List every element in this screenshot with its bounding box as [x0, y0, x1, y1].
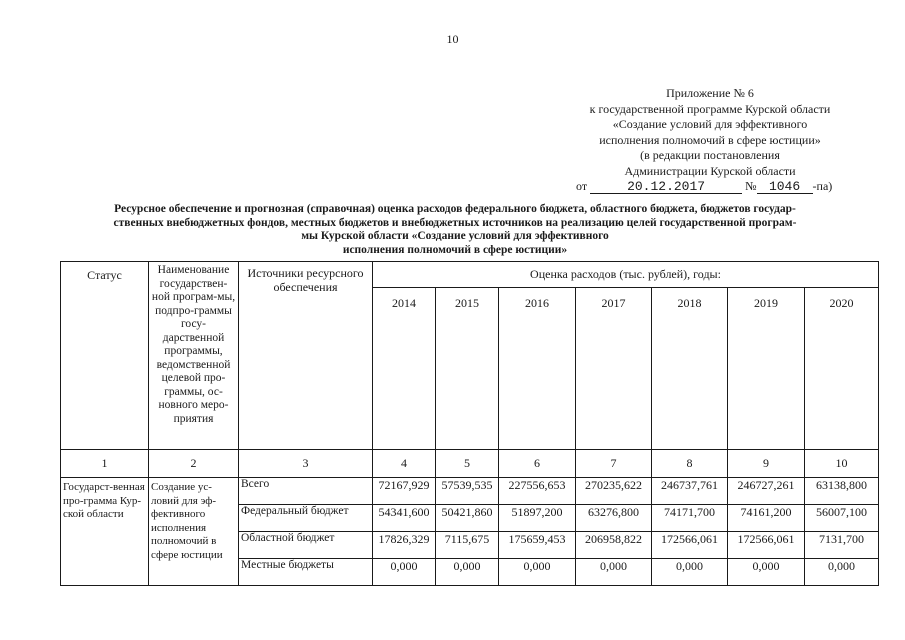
page-number: 10 [446, 32, 459, 46]
title-line: ственных внебюджетных фондов, местных бюджетов и внебюджетных источников на реализацию целей государственной програм- [113, 216, 797, 229]
value-cell: 0,000 [436, 559, 499, 586]
program-name: Создание ус-ловий для эф-фективного исполнения полномочий в сфере юстиции [149, 478, 239, 586]
value-cell: 0,000 [499, 559, 576, 586]
value-cell: 172566,061 [728, 532, 805, 559]
value-cell: 175659,453 [499, 532, 576, 559]
header-source: Источники ресурсного обеспечения [239, 262, 373, 450]
title-line: мы Курской области «Создание условий для эффективного [301, 230, 609, 242]
value-cell: 246727,261 [728, 478, 805, 505]
appendix-line: Администрации Курской области [624, 163, 796, 178]
source-label: Местные бюджеты [239, 559, 373, 586]
value-cell: 56007,100 [805, 505, 879, 532]
title-line: Ресурсное обеспечение и прогнозная (справочная) оценка расходов федерального бюджета, областного бюджета, бюджетов государ- [114, 203, 796, 215]
value-cell: 50421,860 [436, 505, 499, 532]
source-label: Всего [239, 478, 373, 505]
resolution-suffix: -па) [812, 179, 833, 193]
resolution-date-line [560, 179, 860, 195]
value-cell: 7115,675 [436, 532, 499, 559]
column-number: 4 [373, 450, 436, 478]
header-year: 2017 [576, 288, 652, 450]
value-cell: 63138,800 [805, 478, 879, 505]
value-cell: 172566,061 [652, 532, 728, 559]
value-cell: 0,000 [805, 559, 879, 586]
header-year: 2019 [728, 288, 805, 450]
budget-table [60, 261, 879, 586]
value-cell: 54341,600 [373, 505, 436, 532]
value-cell: 0,000 [576, 559, 652, 586]
source-label: Федеральный бюджет [239, 505, 373, 532]
value-cell: 246737,761 [652, 478, 728, 505]
resolution-number: 1046 [757, 180, 813, 194]
column-number: 1 [61, 450, 149, 478]
appendix-line: к государственной программе Курской области [589, 101, 831, 116]
value-cell: 7131,700 [805, 532, 879, 559]
value-cell: 74171,700 [652, 505, 728, 532]
appendix-line: Приложение № 6 [666, 86, 754, 100]
value-cell: 63276,800 [576, 505, 652, 532]
column-number: 8 [652, 450, 728, 478]
column-number: 5 [436, 450, 499, 478]
number-prefix: № [745, 179, 757, 193]
header-year: 2018 [652, 288, 728, 450]
appendix-line: (в редакции постановления [640, 148, 780, 162]
header-year: 2020 [805, 288, 879, 450]
source-label: Областной бюджет [239, 532, 373, 559]
column-number: 2 [149, 450, 239, 478]
value-cell: 270235,622 [576, 478, 652, 505]
header-estimate: Оценка расходов (тыс. рублей), годы: [373, 262, 879, 288]
value-cell: 57539,535 [436, 478, 499, 505]
column-number: 7 [576, 450, 652, 478]
value-cell: 0,000 [373, 559, 436, 586]
value-cell: 51897,200 [499, 505, 576, 532]
column-number: 10 [805, 450, 879, 478]
appendix-line: исполнения полномочий в сфере юстиции» [599, 132, 821, 147]
document-title [60, 203, 850, 257]
value-cell: 227556,653 [499, 478, 576, 505]
appendix-line: «Создание условий для эффективного [612, 117, 808, 131]
value-cell: 0,000 [652, 559, 728, 586]
header-year: 2016 [499, 288, 576, 450]
column-number: 3 [239, 450, 373, 478]
value-cell: 206958,822 [576, 532, 652, 559]
value-cell: 17826,329 [373, 532, 436, 559]
column-number: 9 [728, 450, 805, 478]
header-name: Наименование государствен-ной програм-мы, подпро-граммы госу-дарственной программы, ведомственной целевой про-граммы, ос-новного меро-приятия [149, 262, 239, 450]
column-number: 6 [499, 450, 576, 478]
value-cell: 72167,929 [373, 478, 436, 505]
resolution-date: 20.12.2017 [590, 180, 742, 194]
date-prefix: от [576, 179, 588, 193]
header-status: Статус [61, 262, 149, 450]
title-line: исполнения полномочий в сфере юстиции» [342, 243, 568, 256]
appendix-header [560, 86, 860, 195]
program-status: Государст-венная про-грамма Кур-ской области [61, 478, 149, 586]
header-year: 2015 [436, 288, 499, 450]
value-cell: 0,000 [728, 559, 805, 586]
table-row [61, 478, 879, 505]
header-year: 2014 [373, 288, 436, 450]
column-number-row [61, 450, 879, 478]
value-cell: 74161,200 [728, 505, 805, 532]
